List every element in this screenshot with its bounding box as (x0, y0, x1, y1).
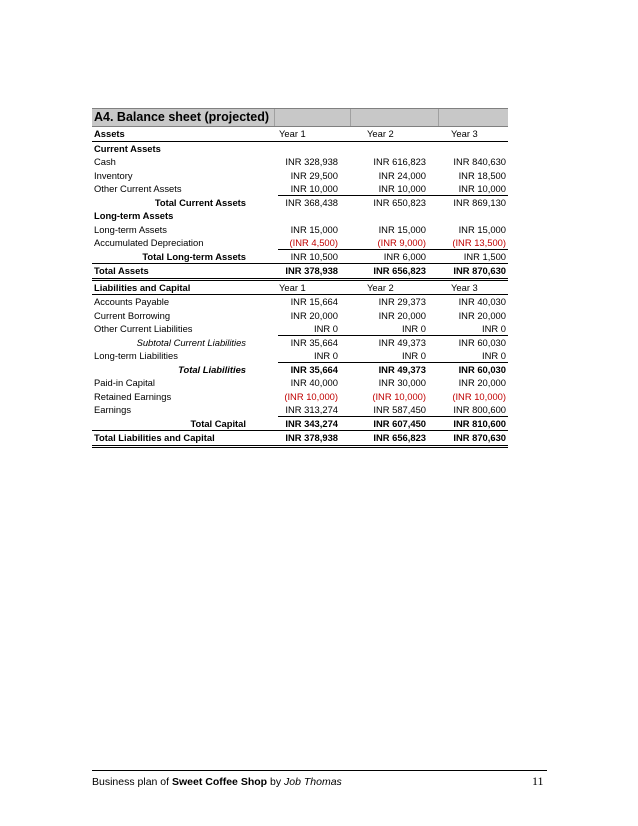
row-label: Total Long-term Assets (142, 250, 246, 262)
footer-by: by (267, 776, 285, 788)
table-row (92, 182, 508, 196)
row-label: Retained Earnings (94, 390, 172, 402)
row-label: Total Liabilities and Capital (94, 432, 215, 443)
cell-year3: INR 10,000 (458, 183, 506, 194)
footer-prefix: Business plan of (92, 776, 172, 788)
row-label: Long-term Liabilities (94, 350, 178, 361)
title-separator (350, 109, 351, 126)
cell-year3: INR 60,030 (458, 363, 506, 375)
cell-year2: INR 49,373 (378, 336, 426, 348)
cell-year2: INR 0 (402, 350, 426, 361)
cell-year2: (INR 10,000) (372, 390, 426, 402)
year2-header: Year 2 (367, 281, 394, 293)
cell-year2: INR 29,373 (378, 296, 426, 307)
cell-year3: INR 840,630 (453, 156, 506, 167)
liabilities-header-label: Liabilities and Capital (94, 281, 191, 293)
table-row (92, 223, 508, 237)
row-label: Long-term Assets (94, 223, 167, 235)
cell-year3: (INR 10,000) (452, 390, 506, 402)
cell-year3: INR 20,000 (458, 309, 506, 321)
footer-author: Job Thomas (284, 776, 342, 788)
row-label: Accounts Payable (94, 296, 170, 307)
cell-year3: INR 869,130 (453, 196, 506, 208)
page-number: 11 (532, 774, 544, 788)
row-label: Total Liabilities (178, 363, 246, 375)
table-row (92, 403, 508, 417)
cell-year2: INR 24,000 (378, 169, 426, 181)
cell-year3: INR 60,030 (458, 336, 506, 348)
table-row (92, 155, 508, 169)
section-label-row (92, 209, 508, 223)
cell-year3: INR 15,000 (458, 223, 506, 235)
cell-year1: INR 0 (314, 350, 338, 361)
cell-year3: INR 0 (482, 323, 506, 334)
table-row (92, 349, 508, 363)
table-title: A4. Balance sheet (projected) (94, 110, 270, 124)
title-separator (274, 109, 275, 126)
row-label: Earnings (94, 404, 132, 415)
row-label: Total Current Assets (154, 196, 246, 208)
year2-header: Year 2 (367, 128, 394, 139)
row-label: Total Capital (190, 417, 246, 429)
cell-year1: INR 378,938 (285, 265, 338, 276)
cell-year1: INR 378,938 (285, 432, 338, 443)
table-title-bar (92, 108, 508, 127)
assets-header-row (92, 127, 508, 142)
row-label: Paid-in Capital (94, 377, 155, 388)
table-row (92, 295, 508, 309)
title-separator (438, 109, 439, 126)
cell-year1: INR 20,000 (290, 309, 338, 321)
cell-year1: INR 368,438 (285, 196, 338, 208)
cell-year3: INR 0 (482, 350, 506, 361)
cell-year2: INR 30,000 (378, 377, 426, 388)
cell-year2: INR 20,000 (378, 309, 426, 321)
table-row (92, 169, 508, 183)
footer-company: Sweet Coffee Shop (171, 776, 268, 788)
total-row (92, 363, 508, 377)
cell-year2: INR 0 (402, 323, 426, 334)
year3-header: Year 3 (451, 281, 478, 293)
cell-year2: INR 656,823 (373, 432, 426, 443)
cell-year1: (INR 10,000) (284, 390, 338, 402)
cell-year3: (INR 13,500) (452, 237, 506, 248)
cell-year1: INR 40,000 (290, 377, 338, 388)
row-label: Total Assets (94, 265, 149, 276)
cell-year3: INR 870,630 (453, 432, 506, 443)
grand-total-row (92, 431, 508, 448)
section-label-row (92, 142, 508, 156)
cell-year2: INR 650,823 (373, 196, 426, 208)
row-label: Other Current Liabilities (94, 323, 193, 334)
total-row (92, 250, 508, 265)
year3-header: Year 3 (451, 128, 478, 139)
row-label: Accumulated Depreciation (94, 237, 204, 248)
liabilities-header-row (92, 281, 508, 296)
cell-year3: INR 18,500 (458, 169, 506, 181)
table-row (92, 236, 508, 250)
cell-year1: INR 10,000 (290, 183, 338, 194)
footer-divider (92, 770, 547, 771)
cell-year3: INR 810,600 (453, 417, 506, 429)
cell-year1: INR 10,500 (290, 250, 338, 262)
year1-header: Year 1 (279, 281, 306, 293)
cell-year2: INR 656,823 (373, 265, 426, 276)
cell-year2: INR 10,000 (378, 183, 426, 194)
page-footer (92, 776, 342, 788)
cell-year2: INR 607,450 (373, 417, 426, 429)
cell-year2: INR 616,823 (373, 156, 426, 167)
cell-year1: INR 35,664 (290, 363, 338, 375)
cell-year1: INR 35,664 (290, 336, 338, 348)
cell-year1: INR 328,938 (285, 156, 338, 167)
cell-year1: INR 343,274 (285, 417, 338, 429)
cell-year3: INR 1,500 (463, 250, 506, 262)
row-label: Current Borrowing (94, 309, 171, 321)
table-row (92, 322, 508, 336)
cell-year1: INR 29,500 (290, 169, 338, 181)
total-row (92, 417, 508, 432)
grand-total-row (92, 264, 508, 281)
long-term-assets-label: Long-term Assets (94, 210, 174, 221)
row-label: Subtotal Current Liabilities (136, 336, 246, 348)
cell-year1: INR 0 (314, 323, 338, 334)
cell-year1: INR 15,000 (290, 223, 338, 235)
cell-year2: INR 6,000 (383, 250, 426, 262)
cell-year3: INR 800,600 (453, 404, 506, 415)
cell-year1: INR 15,664 (290, 296, 338, 307)
balance-sheet-table (92, 108, 508, 448)
cell-year3: INR 40,030 (458, 296, 506, 307)
row-label: Cash (94, 156, 116, 167)
cell-year3: INR 20,000 (458, 377, 506, 388)
row-label: Inventory (94, 169, 133, 181)
table-row (92, 376, 508, 390)
cell-year2: INR 587,450 (373, 404, 426, 415)
year1-header: Year 1 (279, 128, 306, 139)
current-assets-label: Current Assets (94, 142, 161, 154)
cell-year2: (INR 9,000) (377, 237, 426, 248)
total-row (92, 196, 508, 210)
cell-year3: INR 870,630 (453, 265, 506, 276)
cell-year2: INR 49,373 (378, 363, 426, 375)
cell-year2: INR 15,000 (378, 223, 426, 235)
cell-year1: (INR 4,500) (289, 237, 338, 248)
row-label: Other Current Assets (94, 183, 182, 194)
cell-year1: INR 313,274 (285, 404, 338, 415)
subtotal-row (92, 336, 508, 350)
assets-header-label: Assets (94, 128, 125, 139)
table-row (92, 390, 508, 404)
table-row (92, 309, 508, 323)
